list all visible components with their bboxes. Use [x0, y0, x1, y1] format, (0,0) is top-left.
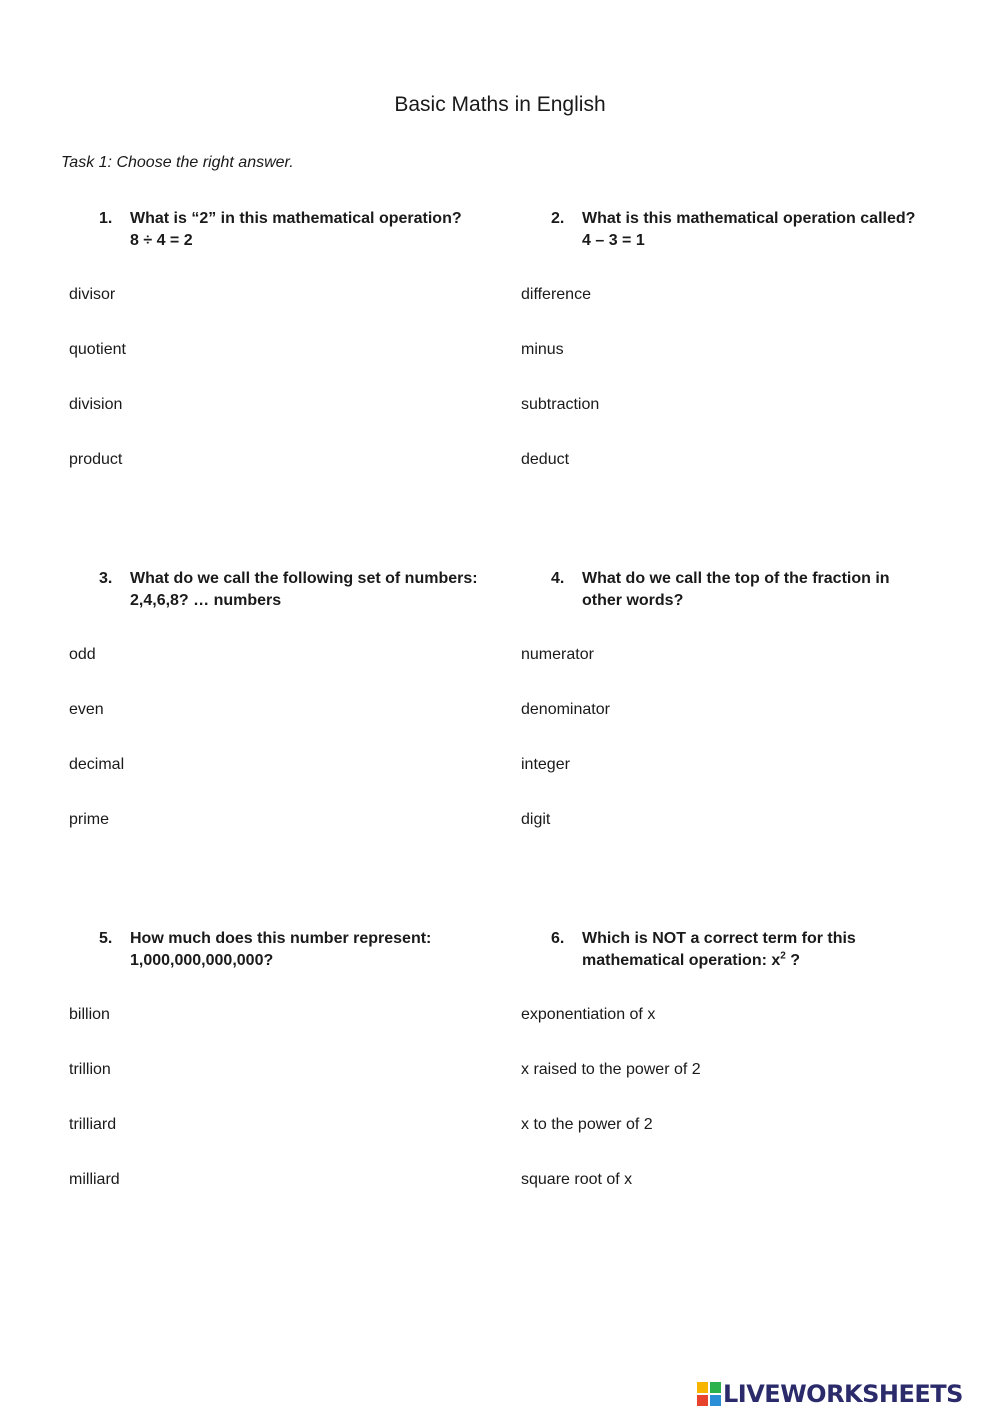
logo-square [697, 1395, 708, 1406]
liveworksheets-logo [697, 1378, 997, 1410]
question-number: 4. [551, 570, 565, 587]
question-expression: 2,4,6,8? … numbers [130, 592, 282, 609]
question-text: What is “2” in this mathematical operation? [130, 210, 462, 227]
answer-option[interactable]: square root of x [521, 1171, 633, 1188]
answer-option[interactable]: division [69, 396, 123, 413]
answer-option[interactable]: trilliard [69, 1116, 117, 1133]
answer-option[interactable]: x raised to the power of 2 [521, 1061, 701, 1078]
question-expression: 4 – 3 = 1 [582, 232, 645, 249]
question-number: 2. [551, 210, 565, 227]
answer-option[interactable]: minus [521, 341, 564, 358]
answer-option[interactable]: even [69, 701, 104, 718]
answer-option[interactable]: digit [521, 811, 551, 828]
logo-square [710, 1395, 721, 1406]
answer-option[interactable]: subtraction [521, 396, 600, 413]
answer-option[interactable]: integer [521, 756, 570, 773]
question-expression: 1,000,000,000,000? [130, 952, 274, 969]
question-number: 3. [99, 570, 113, 587]
answer-option[interactable]: decimal [69, 756, 125, 773]
answer-option[interactable]: odd [69, 646, 96, 663]
question-number: 5. [99, 930, 113, 947]
page-title: Basic Maths in English [394, 93, 606, 116]
answer-option[interactable]: x to the power of 2 [521, 1116, 653, 1133]
answer-option[interactable]: difference [521, 286, 591, 303]
question-expression: 8 ÷ 4 = 2 [130, 232, 193, 249]
question-expression [582, 950, 962, 972]
question-text: What do we call the following set of numbers: [130, 570, 478, 587]
logo-text: LIVEWORKSHEETS [723, 1380, 963, 1408]
question-text: What is this mathematical operation called? [582, 210, 916, 227]
question-number: 6. [551, 930, 565, 947]
answer-option[interactable]: deduct [521, 451, 570, 468]
answer-option[interactable]: denominator [521, 701, 610, 718]
logo-square [710, 1382, 721, 1393]
question-text-continued: other words? [582, 592, 684, 609]
answer-option[interactable]: milliard [69, 1171, 120, 1188]
answer-option[interactable]: product [69, 451, 123, 468]
answer-option[interactable]: exponentiation of x [521, 1006, 656, 1023]
question-text: What do we call the top of the fraction in [582, 570, 890, 587]
answer-option[interactable]: prime [69, 811, 110, 828]
question-text: Which is NOT a correct term for this [582, 930, 856, 947]
answer-option[interactable]: trillion [69, 1061, 111, 1078]
expression-prefix: mathematical operation: x [582, 952, 781, 969]
question-text: How much does this number represent: [130, 930, 432, 947]
logo-square [697, 1382, 708, 1393]
task-instruction: Task 1: Choose the right answer. [61, 154, 294, 171]
answer-option[interactable]: divisor [69, 286, 116, 303]
logo-mark-icon [697, 1382, 721, 1406]
expression-suffix: ? [785, 952, 801, 969]
exponent: 2 [780, 950, 786, 962]
question-number: 1. [99, 210, 113, 227]
answer-option[interactable]: quotient [69, 341, 126, 358]
answer-option[interactable]: numerator [521, 646, 594, 663]
answer-option[interactable]: billion [69, 1006, 110, 1023]
